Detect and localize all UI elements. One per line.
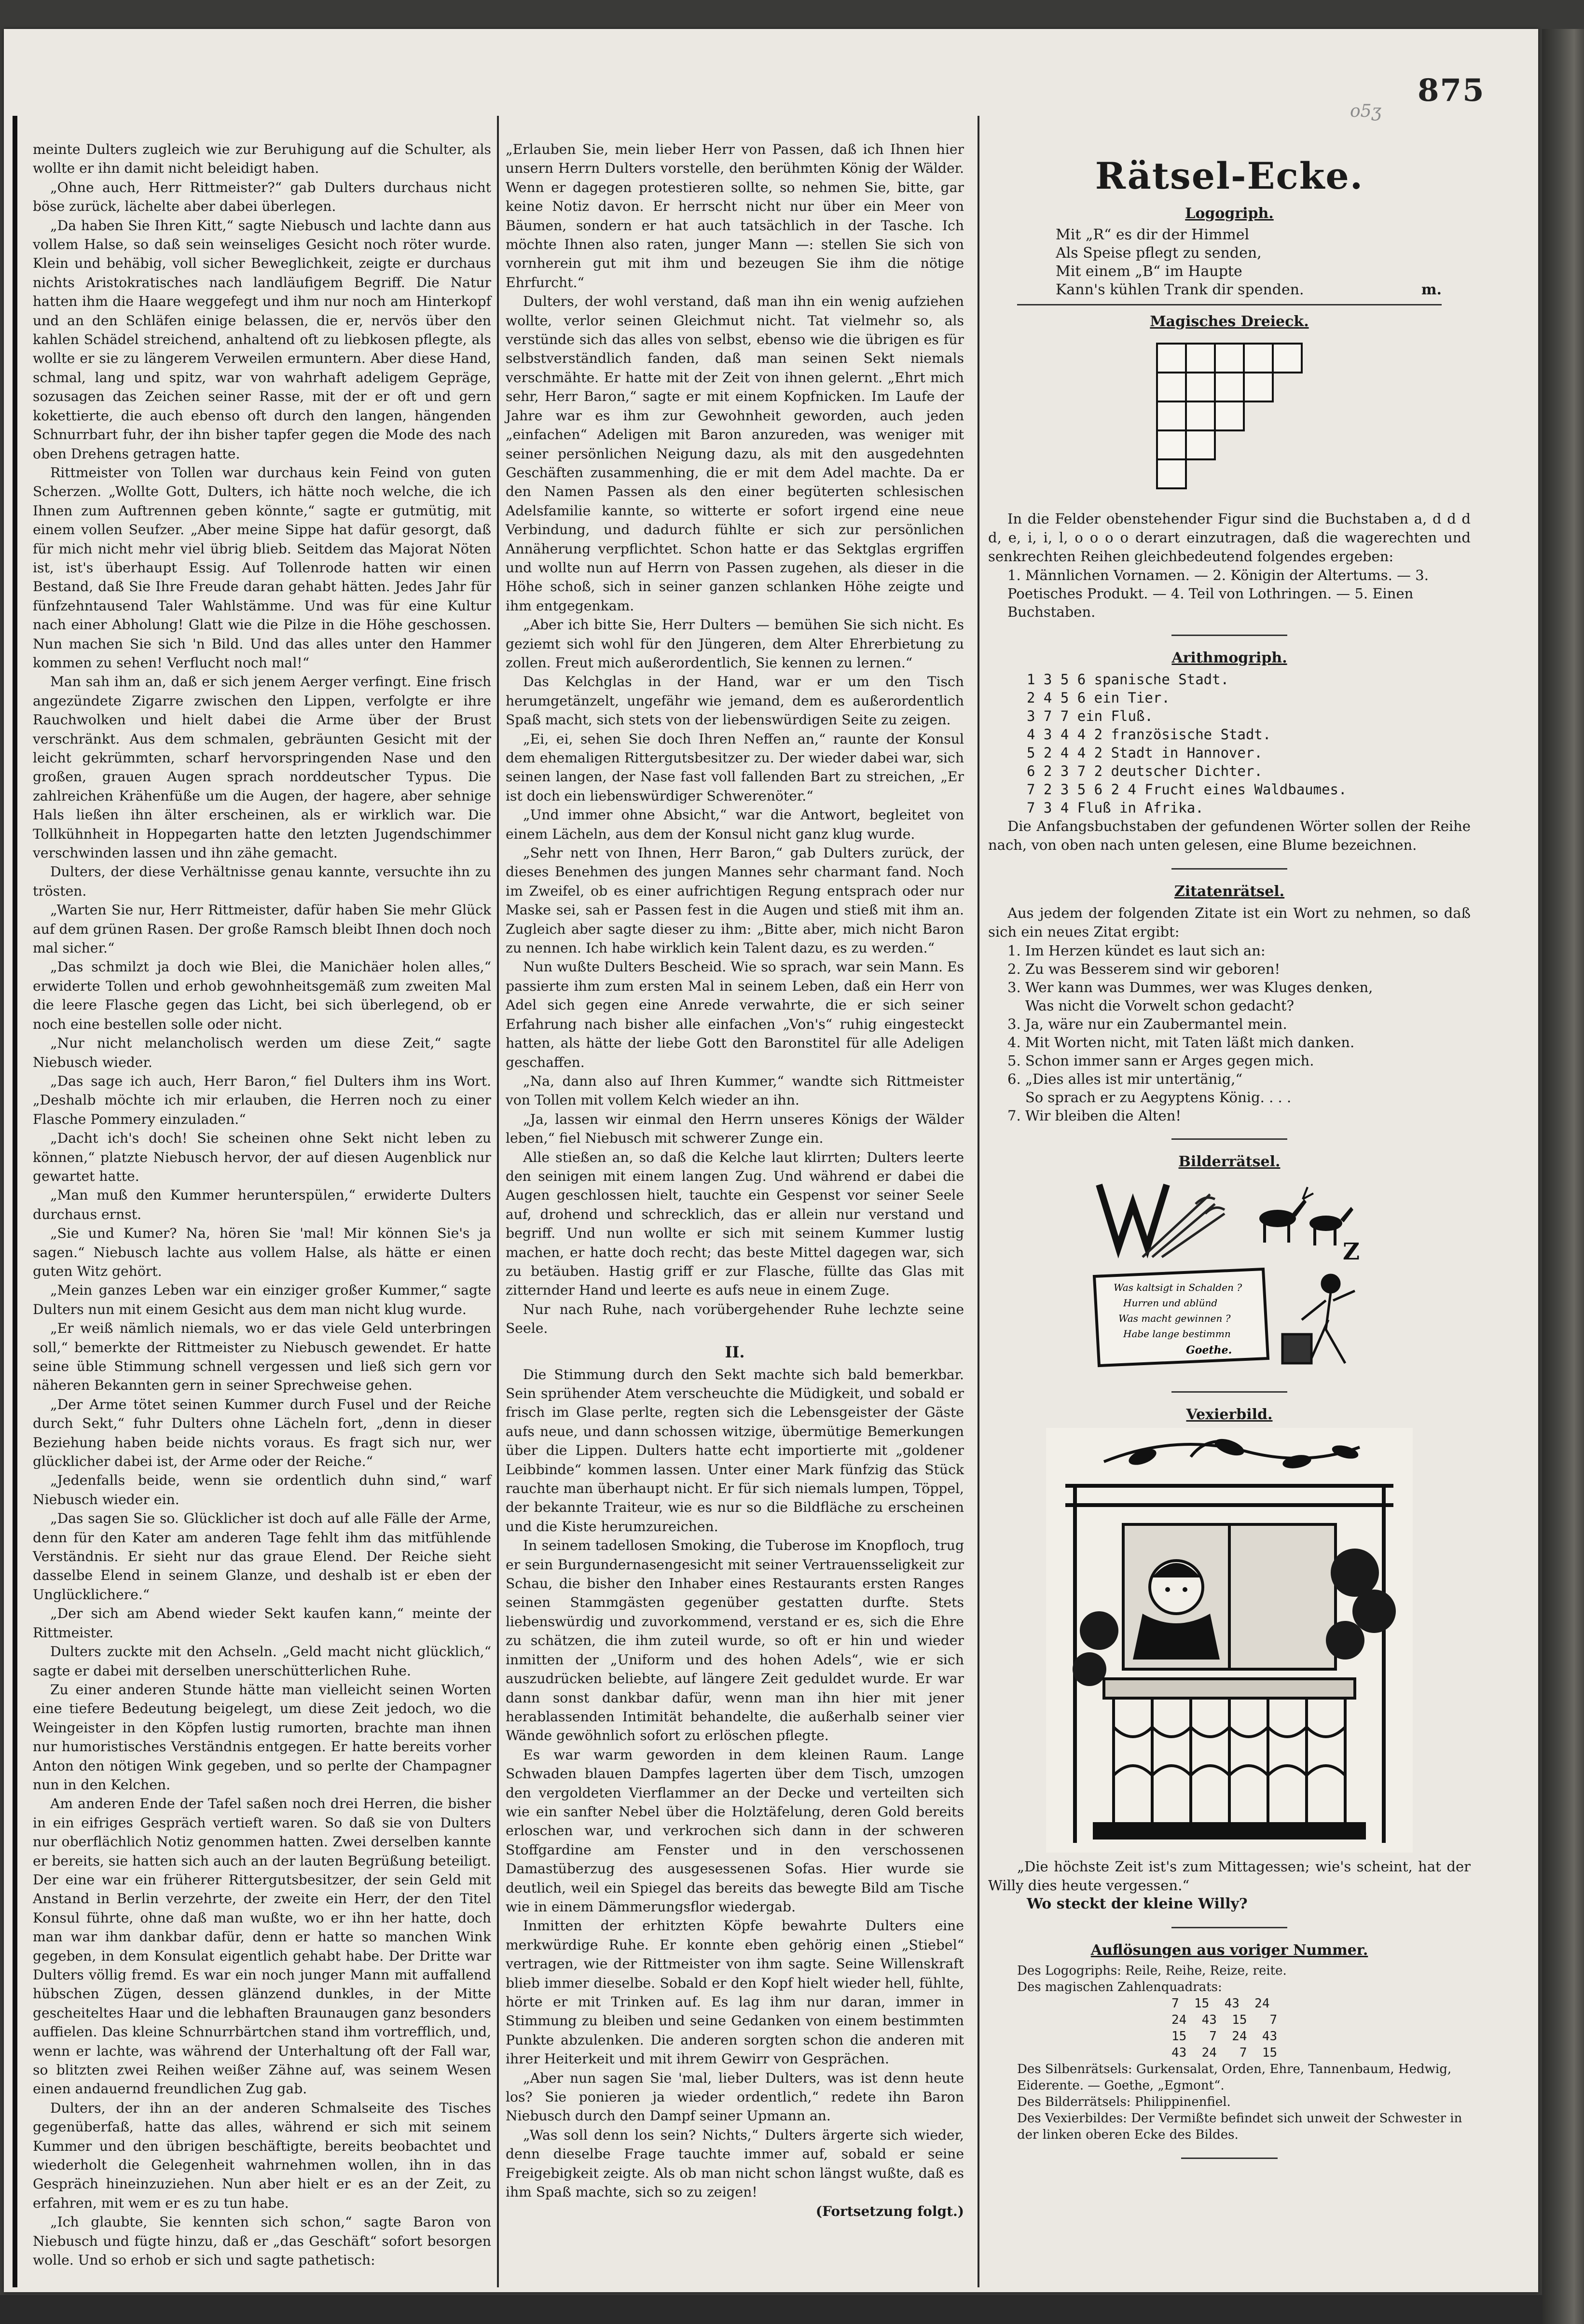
triangle-cell	[1186, 373, 1215, 401]
quote-item: 1. Im Herzen kündet es laut sich an:	[1007, 942, 1266, 959]
magic-triangle-clues: 1. Männlichen Vornamen. — 2. Königin der Altertums. — 3. Poetisches Produkt. — 4. Teil von Lothringen. — 5. Einen Buchstaben.	[1007, 567, 1429, 620]
quote-puzzle-heading: Zitatenrätsel.	[1174, 883, 1285, 900]
story-paragraph: „Der Arme tötet seinen Kummer durch Fusel und der Reiche durch Sekt,“ fuhr Dulters ohne Lächeln fort, „denn in dieser Beziehung haben beide nichts voraus. Es fragt sich nur, wer glücklicher dabei ist, der Arme oder der Reiche.“	[33, 1396, 491, 1470]
quote-list	[988, 941, 1471, 1125]
poem-line: Mit einem „B“ im Haupte	[1056, 263, 1242, 280]
logogriph-heading: Logogriph.	[1185, 205, 1274, 222]
poem-line: Kann's kühlen Trank dir spenden.	[1056, 281, 1304, 298]
sign-signature: Goethe.	[1186, 1344, 1232, 1356]
story-paragraph: Am anderen Ende der Tafel saßen noch drei Herren, die bisher in ein eifriges Gespräch vertieft waren. So daß sie von Dulters nur oberflächlich Notiz genommen hatten. Zwei derselben kannte er bereits, sie hatten sich auch an der lauten Begrüßung beteiligt. Der eine war ein früherer Rittergutsbesitzer, der sein Geld mit Anstand in Berlin verzehrte, der zweite ein Herr, der den Titel Konsul führte, ohne daß man wußte, wo er ihn her hatte, doch man war ihm dankbar dafür, denn er hatte so manchen Wink gegeben, in dem Konsulat eigentlich gehabt habe. Der Dritte war Dulters völlig fremd. Es war ein noch junger Mann mit auffallend hübschen Zügen, dessen glänzend dunkles, in der Mitte gescheiteltes Haar und die lebhaften Braunaugen ganz besonders auffielen. Das kleine Schnurrbärtchen stand ihm vortrefflich, und, wenn er lachte, was während der Unterhaltung oft der Fall war, so blitzten zwei Reihen weißer Zähne auf, was seinem Wesen einen andauernd freundlichen Zug gab.	[33, 1796, 491, 2097]
story-paragraph: „Dacht ich's doch! Sie scheinen ohne Sekt nicht leben zu können,“ platzte Niebusch hervor, der auf diesen Augenblick nur gewartet hatte.	[33, 1130, 491, 1184]
sign-line: Was macht gewinnen ?	[1118, 1313, 1231, 1324]
solution-logogriph: Des Logogriphs: Reile, Reihe, Reize, reite.	[1017, 1964, 1287, 1978]
story-paragraph: „Das sagen Sie so. Glücklicher ist doch auf alle Fälle der Arme, denn für den Kater am anderen Tage fehlt ihm das mitfühlende Verständnis. Er sieht nur das graue Elend. Der Reiche sieht dasselbe Elend in seinem Glanze, und deshalb ist er eben der Unglücklichere.“	[33, 1510, 491, 1603]
solution-square-label: Des magischen Zahlenquadrats:	[1017, 1980, 1222, 1994]
magic-triangle-heading: Magisches Dreieck.	[1150, 313, 1309, 330]
section-divider	[1171, 1138, 1287, 1140]
arithmogriph-row: 7 3 4 Fluß in Afrika.	[1027, 800, 1204, 816]
section-divider	[1171, 868, 1287, 870]
section-divider	[1017, 304, 1442, 305]
section-divider	[1171, 635, 1287, 636]
solution-list	[988, 2061, 1471, 2143]
picture-puzzle-caption: „Die höchste Zeit ist's zum Mittagessen; wie's scheint, hat der Willy dies heute vergessen.“	[988, 1858, 1471, 1894]
story-paragraph: In seinem tadellosen Smoking, die Tuberose im Knopfloch, trug er sein Burgundernasengesicht mit seiner Vertrauensseligkeit zur Schau, die bisher den Inhaber eines Restaurants ersten Ranges seinen Stammgästen gegenüber gestatten durfte. Stets liebenswürdig und zuvorkommend, verstand er es, sich die Ehre zu schätzen, die ihm zuteil wurde, so oft er hin und wieder inmitten der „Uniform und des hohen Adels“, wie er sich auszudrücken beliebte, auf längere Zeit geduldet wurde. Er war dann sonst dankbar dafür, wenn man ihn hier mit jener herablassenden Intimität behandelte, die außerhalb seiner vier Wände gewöhnlich sofort zu erlöschen pflegte.	[506, 1537, 964, 1744]
signboard-icon	[1094, 1269, 1268, 1366]
page-number: 875	[1418, 72, 1485, 109]
newspaper-page	[4, 29, 1538, 2292]
arithmogriph-row: 6 2 3 7 2 deutscher Dichter.	[1027, 763, 1263, 779]
story-paragraph: Das Kelchglas in der Hand, war er um den Tisch herumgetänzelt, ungefähr wie jemand, dem es außerordentlich Spaß macht, sich stets von der liebenswürdigen Seite zu zeigen.	[506, 674, 964, 728]
picture-puzzle-heading: Vexierbild.	[1186, 1406, 1273, 1423]
story-paragraph: „Sie und Kumer? Na, hören Sie 'mal! Mir können Sie's ja sagen.“ Niebusch lachte aus vollem Halse, als hätte er einen guten Witz gehört.	[33, 1225, 491, 1279]
rebus-illustration	[1085, 1175, 1374, 1378]
poem-line: Als Speise pflegt zu senden,	[1056, 245, 1262, 262]
sign-line: Hurren und ablünd	[1123, 1297, 1218, 1309]
arithmogriph-note: Die Anfangsbuchstaben der gefundenen Wörter sollen der Reihe nach, von oben nach unten gelesen, eine Blume bezeichnen.	[988, 818, 1471, 853]
arithmogriph-row: 3 7 7 ein Fluß.	[1027, 708, 1153, 724]
square-row: 43 24 7 15	[1171, 2046, 1278, 2060]
story-paragraph: Inmitten der erhitzten Köpfe bewahrte Dulters eine merkwürdige Ruhe. Er konnte eben gehörig einen „Stiebel“ vertragen, wie der Rittmeister von ihm sagte. Seine Willenskraft blieb immer dieselbe. Sobald er den Kopf hielt wieder hell, fühlte, hörte er mit Trinken auf. Es lag ihm nur daran, immer in Stimmung zu bleiben und seine Gedanken von einem bestimmten Punkte abzulenken. Die anderen sorgten schon die anderen mit ihrer Heiterkeit und mit ihrem Gewirr von Gesprächen.	[506, 1918, 964, 2067]
story-paragraph: Zu einer anderen Stunde hätte man vielleicht seinen Worten eine tiefere Bedeutung beigelegt, um diese Zeit jedoch, wo die Weingeister in den Köpfen lustig rumorten, brachte man ihnen nur humoristisches Verständnis entgegen. Er hatte bereits vorher Anton den nötigen Wink gegeben, und so perlte der Champagner nun in den Kelchen.	[33, 1681, 491, 1793]
rebus-letter: Z	[1343, 1238, 1360, 1265]
arithmogriph-row: 1 3 5 6 spanische Stadt.	[1027, 671, 1229, 688]
story-paragraph: Dulters, der wohl verstand, daß man ihn ein wenig aufziehen wollte, verlor seinen Gleichmut nicht. Tat vielmehr so, als verstünde sich das alles von selbst, ebenso wie die übrigen es für selbstverständlich fanden, daß man seinen Sekt niemals verschmähte. Er hatte mit der Zeit von ihnen gelernt. „Ehrt mich sehr, Herr Baron,“ sagte er mit einem Kopfnicken. Im Laufe der Jahre war es ihm zur Gewohnheit geworden, auch jeden „einfachen“ Adeligen mit Baron anzureden, was weniger mit seiner persönlichen Neigung dazu, als mit den ausgedehnten Geschäften zusammenhing, die er mit dem Adel machte. Da er den Namen Passen als den einer begüterten schlesischen Adelsfamilie kannte, so witterte er sofort irgend eine neue Verbindung, und dadurch fühlte er sich zur persönlichen Annäherung verpflichtet. Schon hatte er das Sektglas ergriffen und wollte nun auf Herrn von Passen zugehen, als dieser in die Höhe schoß, sich in seiner ganzen schlanken Höhe zeigte und ihm entgegenkam.	[506, 293, 964, 614]
triangle-cell	[1157, 430, 1186, 459]
triangle-cell	[1244, 344, 1273, 373]
scan-book-edge	[1542, 29, 1584, 2324]
arithmogriph-rows	[988, 670, 1471, 817]
section-divider	[1181, 2158, 1278, 2159]
arithmogriph-row: 4 3 4 4 2 französische Stadt.	[1027, 726, 1271, 743]
solutions-heading: Auflösungen aus voriger Nummer.	[1090, 1942, 1368, 1959]
story-paragraph: „Sehr nett von Ihnen, Herr Baron,“ gab Dulters zurück, der dieses Benehmen des jungen Mannes sehr charmant fand. Noch im Zweifel, ob es einer aufrichtigen Regung entsprach oder nur Maske sei, sah er Passen fest in die Augen und stieß mit ihm an. Zugleich aber sagte dieser zu ihm: „Bitte aber, mich nicht Baron zu nennen. Ich habe wirklich kein Talent dazu, es zu werden.“	[506, 845, 964, 956]
solution-line: Des Silbenrätsels: Gurkensalat, Orden, Ehre, Tannenbaum, Hedwig, Eiderente. — Goethe, „Egmont“.	[1017, 2062, 1452, 2093]
washerwoman-icon	[1282, 1275, 1355, 1363]
square-row: 15 7 24 43	[1171, 2029, 1278, 2044]
story-paragraph: Die Stimmung durch den Sekt machte sich bald bemerkbar. Sein sprühender Atem verscheuchte die Müdigkeit, und sobald er frisch im Glase perlte, regten sich die Lebensgeister der Gäste aufs neue, und dann schossen witzige, übermütige Bemerkungen über die Lippen. Dulters hatte echt importierte mit „goldener Leibbinde“ kommen lassen. Unter einer Mark fünfzig das Stück rauchte man überhaupt nicht. Er für sich niemals lumpen, Töppel, der bekannte Traiteur, wie es nur so die Bildfläche zu erscheinen und die Kiste herumzureichen.	[506, 1366, 964, 1535]
chapter-heading: II.	[725, 1342, 745, 1361]
quote-puzzle-intro: Aus jedem der folgenden Zitate ist ein Wort zu nehmen, so daß sich ein neues Zitat ergibt:	[988, 905, 1471, 940]
square-row: 24 43 15 7	[1171, 2013, 1278, 2027]
story-paragraph: „Nur nicht melancholisch werden um diese Zeit,“ sagte Niebusch wieder.	[33, 1035, 491, 1070]
continuation-note: (Fortsetzung folgt.)	[815, 2203, 964, 2220]
story-paragraph: „Warten Sie nur, Herr Rittmeister, dafür haben Sie mehr Glück auf dem grünen Rasen. Der große Ramsch bleibt Ihnen doch noch mal sicher.“	[33, 902, 491, 956]
story-paragraph: Dulters, der diese Verhältnisse genau kannte, versuchte ihn zu trösten.	[33, 864, 491, 899]
deer-icon	[1259, 1187, 1313, 1243]
quote-item: 4. Mit Worten nicht, mit Taten läßt mich danken.	[1007, 1034, 1355, 1051]
letter-w-icon	[1099, 1185, 1167, 1247]
story-paragraph: „Das schmilzt ja doch wie Blei, die Manichäer holen alles,“ erwiderte Tollen und erhob gewohnheitsgemäß zum zweiten Mal die leere Flasche gegen das Licht, bei sich überlegend, ob er noch eine bestellen solle oder nicht.	[33, 959, 491, 1032]
rebus-heading: Bilderrätsel.	[1178, 1153, 1281, 1170]
story-paragraph: Man sah ihm an, daß er sich jenem Aerger verfingt. Eine frisch angezündete Zigarre zwischen den Lippen, verfolgte er ihre Rauchwolken und hielt dabei die Arme über der Brust verschränkt. Aus dem schmalen, gebräunten Gesicht mit der leicht gekrümmten, scharf hervorspringenden Nase und den großen, grauen Augen sprach norddeutscher Typus. Die zahlreichen Krähenfüße um die Augen, der hagere, aber sehnige Hals ließen ihn älter erscheinen, als er wirklich war. Die Tollkühnheit in Hoppegarten hatte den letzten Jugendschimmer verschwinden lassen und ihn zähe gemacht.	[33, 674, 491, 861]
triangle-cell	[1157, 459, 1186, 488]
story-paragraph: Nun wußte Dulters Bescheid. Wie so sprach, war sein Mann. Es passierte ihm zum ersten Mal in seinem Leben, daß ein Herr von Adel sich gegen eine Anrede verwahrte, die er sich seiner Erfahrung nach bisher alle einfachen „Von's“ ruhig eingesteckt hatten, als hätte der liebe Gott den Baronstitel für alle Adeligen geschaffen.	[506, 959, 964, 1070]
story-paragraph: „Er weiß nämlich niemals, wo er das viele Geld unterbringen soll,“ bemerkte der Rittmeister zu Niebusch gewendet. Er hatte seine üble Stimmung schnell vergessen und ließ sich gern vor näheren Bekannten gern in seiner Sprechweise gehen.	[33, 1320, 491, 1394]
quote-item: 6. „Dies alles ist mir untertänig,“	[1007, 1071, 1243, 1087]
story-paragraph: „Da haben Sie Ihren Kitt,“ sagte Niebusch und lachte dann aus vollem Halse, so daß sein weinseliges Gesicht noch röter wurde. Klein und behäbig, voll sicher Beweglichkeit, zeigte er durchaus nichts Aristokratisches nach landläufigem Begriff. Die Natur hatten ihm die Haare weggefegt und ihm nur noch am Hinterkopf und an den Schläfen einige belassen, die er, nervös über den kahlen Schädel streichend, anhaltend oft zu liebkosen pflegte, als wollte er sie zu längerem Verweilen ermuntern. Aber diese Hand, schmal, lang und spitz, war von wahrhaft adeligem Gepräge, sozusagen das Zeichen seiner Rasse, mit der er oft und gern kokettierte, die auch ebenso oft durch den langen, hängenden Schnurrbart fuhr, der ihn bisher tapfer gegen die Mode des nach oben Drehens getragen hatte.	[33, 217, 491, 462]
triangle-cell	[1215, 401, 1244, 430]
story-paragraph: „Erlauben Sie, mein lieber Herr von Passen, daß ich Ihnen hier unsern Herrn Dulters vorstelle, den berühmten König der Wälder. Wenn er dagegen protestieren sollte, so nehmen Sie, bitte, gar keine Notiz davon. Er herrscht nicht nur über ein Meer von Bäumen, sondern er hat auch tatsächlich in der Tasche. Ich möchte Ihnen also raten, junger Mann —: stellen Sie sich von vornherein gut mit ihm und bezeugen Sie ihm die nötige Ehrfurcht.“	[506, 141, 964, 290]
story-paragraph: Es war warm geworden in dem kleinen Raum. Lange Schwaden blauen Dampfes lagerten über dem Tisch, umzogen den vergoldeten Vierflammer an der Decke und verteilten sich wie ein sanfter Nebel über die Holztäfelung, deren Gold bereits erloschen war, und verkrochen sich dann in der schweren Stoffgardine am Fenster und in den verschossenen Damastüberzug des ausgesessenen Sofas. Hier wurde sie deutlich, weil ein Spiegel das bereits das bewegte Bild am Tische wie in einem Dämmerungsflor wiedergab.	[506, 1746, 964, 1915]
column-rule	[497, 116, 499, 2287]
solution-line: Des Bilderrätsels: Philippinenfiel.	[1017, 2095, 1231, 2109]
story-paragraph: „Ohne auch, Herr Rittmeister?“ gab Dulters durchaus nicht böse zurück, lächelte aber dabei überlegen.	[33, 179, 491, 215]
quote-item: 3. Wer kann was Dummes, wer was Kluges denken,	[1007, 979, 1373, 996]
story-paragraph: „Ich glaubte, Sie kennten sich schon,“ sagte Baron von Niebusch und fügte hinzu, daß er „das Geschäft“ sofort besorgen wolle. Und so erhob er sich und sagte pathetisch:	[33, 2214, 491, 2269]
puzzle-column	[988, 140, 1471, 2282]
arithmogriph-row: 7 2 3 5 6 2 4 Frucht eines Waldbaumes.	[1027, 781, 1347, 798]
solution-line: Des Vexierbildes: Der Vermißte befindet sich unweit der Schwester in der linken oberen Ecke des Bildes.	[1017, 2111, 1462, 2142]
story-paragraph: „Was soll denn los sein? Nichts,“ Dulters ärgerte sich wieder, denn dieselbe Frage tauchte immer auf, sobald er seine Freigebigkeit zeigte. Als ob man nicht schon längst wußte, daß es ihm Spaß machte, sich so zu zeigen!	[506, 2127, 964, 2200]
triangle-cell	[1157, 401, 1186, 430]
quote-item: 2. Zu was Besserem sind wir geboren!	[1007, 961, 1281, 977]
story-paragraph: „Der sich am Abend wieder Sekt kaufen kann,“ meinte der Rittmeister.	[33, 1605, 491, 1641]
magic-triangle-grid	[1147, 334, 1311, 503]
quote-item: 5. Schon immer sann er Arges gegen mich.	[1007, 1052, 1314, 1069]
triangle-cell	[1186, 344, 1215, 373]
story-paragraph: „Ja, lassen wir einmal den Herrn unseres Königs der Wälder leben,“ fiel Niebusch mit schwerer Zunge ein.	[506, 1111, 964, 1147]
story-paragraph: Nur nach Ruhe, nach vorübergehender Ruhe lechzte seine Seele.	[506, 1301, 964, 1337]
arithmogriph-row: 5 2 4 4 2 Stadt in Hannover.	[1027, 745, 1263, 761]
quote-item: 7. Wir bleiben die Alten!	[1007, 1107, 1182, 1124]
story-paragraph: „Und immer ohne Absicht,“ war die Antwort, begleitet von einem Lächeln, aus dem der Konsul nicht ganz klug wurde.	[506, 807, 964, 842]
picture-puzzle-illustration	[1046, 1428, 1413, 1853]
quote-item: Was nicht die Vorwelt schon gedacht?	[1007, 997, 1295, 1014]
quote-item: So sprach er zu Aegyptens König. . . .	[1007, 1089, 1292, 1106]
left-margin-rule	[13, 116, 17, 2287]
sign-line: Was kaltsigt in Schalden ?	[1114, 1282, 1242, 1293]
section-divider	[1171, 1927, 1287, 1928]
square-row: 7 15 43 24	[1171, 1996, 1270, 2011]
story-paragraph: „Das sage ich auch, Herr Baron,“ fiel Dulters ihm ins Wort. „Deshalb möchte ich mir erlauben, die Herren noch zu einer Flasche Pommery einzuladen.“	[33, 1073, 491, 1127]
picture-puzzle-question: Wo steckt der kleine Willy?	[1027, 1895, 1248, 1912]
story-paragraph: „Man muß den Kummer herunterspülen,“ erwiderte Dulters durchaus ernst.	[33, 1187, 491, 1222]
story-column-2	[506, 140, 964, 2282]
sign-line: Habe lange bestimmn	[1123, 1328, 1231, 1340]
story-paragraph: Dulters, der ihn an der anderen Schmalseite des Tisches gegenüberfaß, hatte das alles, während er sich mit seinem Kummer und den übrigen beschäftigte, bereits beobachtet und wiederholt die Gelegenheit wahrnehmen wollen, ihn in das Gespräch hineinzuziehen. Nun aber hielt er es an der Zeit, zu erfahren, mit wem er es zu tun habe.	[33, 2100, 491, 2211]
story-paragraph: meinte Dulters zugleich wie zur Beruhigung auf die Schulter, als wollte er ihn damit nicht beleidigt haben.	[33, 141, 491, 177]
story-paragraph: Alle stießen an, so daß die Kelche laut klirrten; Dulters leerte den seinigen mit einem langen Zug. Und während er dabei die Augen geschlossen hielt, tauchte ein Gespenst vor seiner Seele auf, drohend und schrecklich, das er allein nur verstand und begriff. Und nun wollte er sich mit seinem Kummer lustig machen, er hatte doch recht; das beste Mittel dagegen war, sich zu betäuben. Hastig griff er zur Flasche, füllte das Glas mit zitternder Hand und leerte es aufs neue in einem Zuge.	[506, 1149, 964, 1299]
triangle-cell	[1215, 344, 1244, 373]
triangle-cell	[1186, 430, 1215, 459]
triangle-cell	[1186, 401, 1215, 430]
magic-triangle-instructions: In die Felder obenstehender Figur sind die Buchstaben a, d d d d, e, i, i, l, o o o o derart einzutragen, daß die wagerechten und senkrechten Reihen gleichbedeutend folgendes ergeben:	[988, 511, 1471, 565]
logogriph-poem	[988, 226, 1471, 299]
author-signature: m.	[1421, 281, 1442, 298]
story-paragraph: „Jedenfalls beide, wenn sie ordentlich duhn sind,“ warf Niebusch wieder ein.	[33, 1472, 491, 1508]
story-paragraph: Dulters zuckte mit den Achseln. „Geld macht nicht glücklich,“ sagte er dabei mit derselben unerschütterlichen Ruhe.	[33, 1644, 491, 1679]
triangle-cell	[1157, 344, 1186, 373]
section-divider	[1171, 1391, 1287, 1393]
poem-line: Mit „R“ es dir der Himmel	[1056, 226, 1250, 243]
arithmogriph-heading: Arithmogriph.	[1171, 650, 1287, 666]
poem-line-last	[1056, 281, 1471, 299]
story-paragraph: „Aber ich bitte Sie, Herr Dulters — bemühen Sie sich nicht. Es geziemt sich wohl für den Jüngeren, dem Alter Ehrerbietung zu zollen. Freut mich außerordentlich, Sie kennen zu lernen.“	[506, 617, 964, 671]
story-paragraph: „Ei, ei, sehen Sie doch Ihren Neffen an,“ raunte der Konsul dem ehemaligen Rittergutsbesitzer zu. Der wieder dabei war, sich seinen langen, der Nase fast voll fallenden Bart zu streichen, „Er ist doch ein liebenswürdiger Schwerenöter.“	[506, 731, 964, 804]
story-paragraph: „Na, dann also auf Ihren Kummer,“ wandte sich Rittmeister von Tollen mit vollem Kelch wieder an ihn.	[506, 1073, 964, 1108]
handwritten-mark: o5ʒ	[1350, 101, 1381, 121]
arithmogriph-row: 2 4 5 6 ein Tier.	[1027, 690, 1170, 706]
triangle-cell	[1244, 373, 1273, 401]
triangle-cell	[1157, 373, 1186, 401]
story-paragraph: „Mein ganzes Leben war ein einziger großer Kummer,“ sagte Dulters nun mit einem Gesicht aus dem man nicht klug wurde.	[33, 1282, 491, 1317]
puzzle-corner-title: Rätsel-Ecke.	[1095, 154, 1364, 197]
triangle-cell	[1273, 344, 1302, 373]
story-column-1	[33, 140, 491, 2282]
solution-magic-square	[988, 1995, 1471, 2061]
triangle-cell	[1215, 373, 1244, 401]
quote-item: 3. Ja, wäre nur ein Zaubermantel mein.	[1007, 1016, 1287, 1032]
story-paragraph: „Aber nun sagen Sie 'mal, lieber Dulters, was ist denn heute los? Sie ponieren ja wieder ordentlich,“ redete ihn Baron Niebusch durch den Dampf seiner Upmann an.	[506, 2070, 964, 2124]
column-rule	[978, 116, 979, 2287]
story-paragraph: Rittmeister von Tollen war durchaus kein Feind von guten Scherzen. „Wollte Gott, Dulters, ich hätte noch welche, die ich Ihnen zum Auftrennen geben könnte,“ sagte er gutmütig, mit einem vollen Seufzer. „Aber meine Sippe hat dafür gesorgt, daß für mich nicht mehr viel übrig blieb. Seitdem das Majorat Nöten ist, ist's überhaupt Essig. Auf Tollenrode hatten wir einen Bestand, daß Sie Ihre Freude daran gehabt hätten. Jedes Jahr für fünfzehntausend Taler Wahlstämme. Und was für eine Kultur nach einer Abholung! Glatt wie die Pilze in die Höhe geschossen. Nun machen Sie sich 'n Bild. Und das alles unter den Hammer kommen zu sehen! Verflucht noch mal!“	[33, 464, 491, 671]
